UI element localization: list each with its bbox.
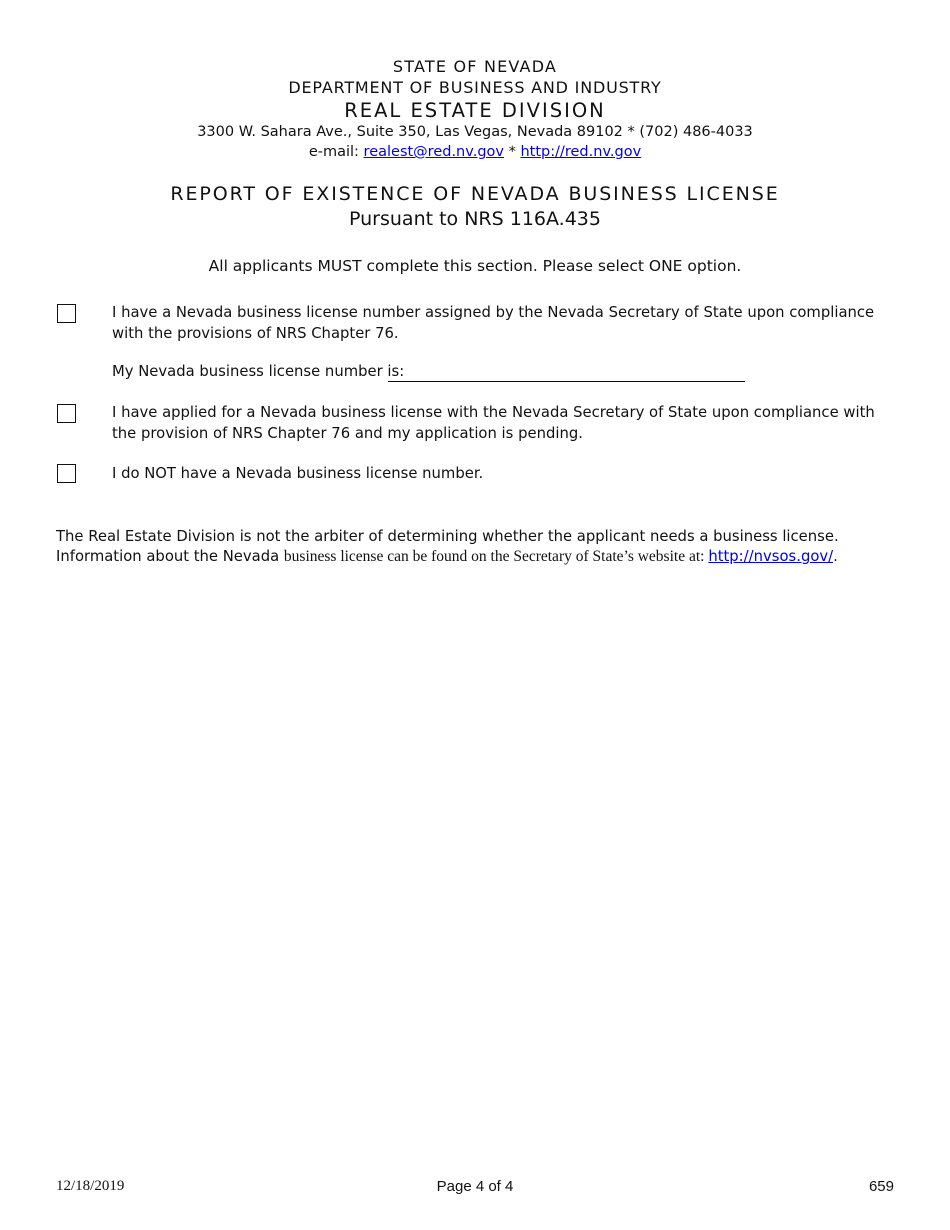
website-link[interactable]: http://red.nv.gov	[520, 144, 642, 160]
footer-page-number: Page 4 of 4	[436, 1178, 514, 1195]
email-label: e-mail:	[308, 144, 364, 160]
contact-separator: *	[503, 144, 521, 160]
option-3-label: I do NOT have a Nevada business license number.	[112, 465, 484, 482]
state-heading: STATE OF NEVADA	[392, 57, 558, 76]
division-heading: REAL ESTATE DIVISION	[344, 99, 606, 122]
address-line: 3300 W. Sahara Ave., Suite 350, Las Vegas, Nevada 89102 * (702) 486-4033	[197, 124, 753, 140]
nvsos-link[interactable]: http://nvsos.gov/	[708, 548, 834, 565]
license-number-field[interactable]	[388, 370, 745, 382]
business-license-note	[56, 527, 886, 567]
option-1-label: I have a Nevada business license number assigned by the Nevada Secretary of State upon compliance with the provisions of NRS Chapter 76.	[112, 304, 875, 342]
note-text-1: The Real Estate Division is not the arbiter of determining whether the applicant needs a business license. Information about the Nevada	[56, 528, 839, 565]
option-1-checkbox[interactable]	[57, 304, 76, 323]
option-3-checkbox[interactable]	[57, 464, 76, 483]
email-link[interactable]: realest@red.nv.gov	[363, 144, 504, 160]
contact-line	[0, 144, 950, 160]
license-number-label: My Nevada business license number is:	[112, 363, 405, 380]
footer-form-number: 659	[868, 1178, 894, 1195]
option-2-label: I have applied for a Nevada business license with the Nevada Secretary of State upon compliance with the provision of NRS Chapter 76 and my application is pending.	[112, 404, 875, 442]
form-instruction: All applicants MUST complete this section. Please select ONE option.	[208, 257, 742, 275]
department-heading: DEPARTMENT OF BUSINESS AND INDUSTRY	[288, 78, 662, 97]
option-2-checkbox[interactable]	[57, 404, 76, 423]
note-text-2: business license can be found on the Secretary of State’s website at:	[283, 548, 709, 565]
form-subtitle: Pursuant to NRS 116A.435	[349, 208, 601, 230]
footer-date: 12/18/2019	[56, 1178, 125, 1194]
note-end: .	[833, 548, 838, 565]
form-title: REPORT OF EXISTENCE OF NEVADA BUSINESS LICENSE	[170, 183, 780, 205]
